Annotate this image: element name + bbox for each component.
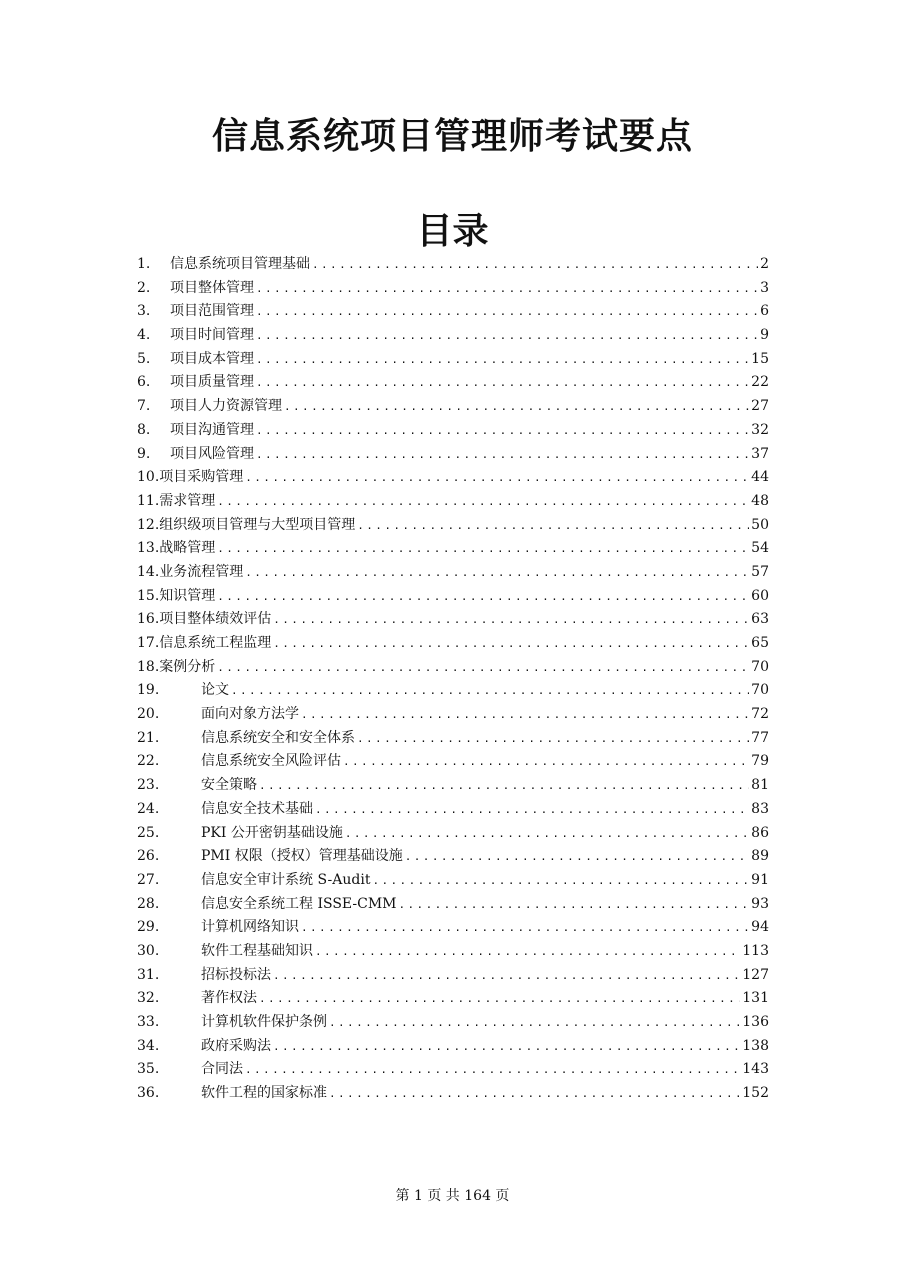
- toc-entry[interactable]: [137, 656, 769, 680]
- toc-entry-page: 54: [751, 540, 769, 557]
- toc-entry-page: 86: [751, 824, 769, 841]
- toc-dot-leader: [231, 679, 749, 703]
- toc-entry[interactable]: [137, 727, 769, 751]
- toc-entry-title: 案例分析: [159, 658, 216, 675]
- toc-entry-number: 6.: [137, 374, 151, 391]
- toc-entry-page: 70: [751, 682, 769, 699]
- toc-entry-title: 知识管理: [159, 587, 216, 604]
- toc-entry-page: 57: [751, 563, 769, 580]
- toc-entry-title: 计算机软件保护条例: [201, 1014, 327, 1030]
- toc-dot-leader: [245, 466, 749, 490]
- toc-entry-page: 63: [751, 611, 769, 628]
- toc-entry[interactable]: [137, 916, 769, 940]
- table-of-contents: [137, 253, 769, 1106]
- toc-entry-page: 143: [742, 1061, 769, 1078]
- toc-entry[interactable]: [137, 1035, 769, 1059]
- toc-entry-page: 50: [751, 516, 769, 533]
- toc-entry-title: 信息系统工程监理: [159, 635, 272, 651]
- toc-dot-leader: [273, 608, 749, 632]
- toc-dot-leader: [301, 703, 749, 727]
- toc-entry-page: 94: [751, 919, 769, 936]
- toc-entry-number: 3.: [137, 303, 151, 320]
- toc-entry[interactable]: [137, 324, 769, 348]
- toc-entry-title: 项目成本管理: [170, 350, 254, 367]
- toc-entry-page: 48: [751, 492, 769, 509]
- toc-entry-title: 项目沟通管理: [170, 421, 254, 438]
- toc-entry-page: 2: [760, 256, 769, 272]
- toc-entry-title: 信息安全审计系统 S-Audit: [201, 871, 371, 888]
- toc-entry-title: 项目范围管理: [170, 303, 254, 320]
- toc-dot-leader: [273, 964, 740, 988]
- toc-heading: 目录: [416, 210, 489, 252]
- toc-entry[interactable]: [137, 348, 769, 372]
- toc-entry-number: 26.: [137, 848, 160, 865]
- toc-entry-number: 4.: [137, 327, 151, 344]
- toc-entry-number: 9.: [137, 445, 151, 462]
- toc-entry-number: 24.: [137, 800, 160, 817]
- toc-entry-number: 8.: [137, 421, 151, 438]
- toc-dot-leader: [345, 822, 749, 846]
- toc-dot-leader: [273, 1035, 740, 1059]
- toc-entry-title: 项目质量管理: [170, 374, 254, 391]
- toc-entry-title: 信息安全技术基础: [201, 800, 313, 817]
- toc-dot-leader: [217, 537, 749, 561]
- toc-entry[interactable]: [137, 679, 769, 703]
- toc-entry-page: 127: [742, 966, 769, 983]
- toc-dot-leader: [217, 490, 749, 514]
- toc-entry-page: 152: [742, 1085, 769, 1102]
- toc-entry-title: 软件工程基础知识: [201, 942, 313, 959]
- toc-entry-number: 10.: [137, 469, 160, 486]
- toc-entry-title: 业务流程管理: [159, 563, 244, 580]
- toc-entry-number: 1.: [137, 256, 151, 272]
- toc-entry-title: 论文: [201, 682, 229, 699]
- toc-entry-number: 35.: [137, 1061, 160, 1078]
- toc-entry[interactable]: [137, 443, 769, 467]
- toc-entry[interactable]: [137, 490, 769, 514]
- toc-entry[interactable]: [137, 869, 769, 893]
- toc-entry-page: 9: [760, 327, 769, 344]
- toc-entry[interactable]: [137, 893, 769, 917]
- toc-dot-leader: [256, 277, 758, 301]
- toc-entry-number: 34.: [137, 1037, 160, 1054]
- toc-dot-leader: [343, 750, 749, 774]
- toc-entry[interactable]: [137, 1011, 769, 1035]
- toc-entry-number: 14.: [137, 563, 160, 580]
- toc-entry[interactable]: [137, 750, 769, 774]
- toc-entry-title: 项目人力资源管理: [170, 398, 282, 415]
- toc-entry-title: 安全策略: [201, 777, 257, 794]
- toc-entry-page: 89: [751, 848, 769, 865]
- toc-entry[interactable]: [137, 253, 769, 277]
- toc-entry[interactable]: [137, 1082, 769, 1106]
- toc-dot-leader: [259, 774, 749, 798]
- toc-entry-number: 11.: [137, 492, 160, 509]
- toc-entry[interactable]: [137, 964, 769, 988]
- toc-entry[interactable]: [137, 1058, 769, 1082]
- toc-dot-leader: [312, 253, 758, 277]
- toc-entry-number: 2.: [137, 279, 151, 296]
- toc-dot-leader: [329, 1082, 740, 1106]
- toc-dot-leader: [256, 348, 749, 372]
- toc-entry-number: 36.: [137, 1085, 160, 1102]
- toc-entry-title: 计算机网络知识: [201, 919, 299, 936]
- toc-entry-number: 29.: [137, 919, 160, 936]
- toc-entry-title: 信息系统项目管理基础: [170, 256, 310, 272]
- toc-entry-number: 32.: [137, 990, 160, 1007]
- toc-dot-leader: [256, 443, 749, 467]
- toc-dot-leader: [284, 395, 749, 419]
- toc-entry[interactable]: [137, 300, 769, 324]
- toc-entry-number: 28.: [137, 895, 160, 912]
- toc-entry-title: 合同法: [201, 1061, 243, 1078]
- toc-entry-page: 3: [760, 279, 769, 296]
- toc-dot-leader: [301, 916, 749, 940]
- toc-dot-leader: [315, 798, 749, 822]
- toc-entry-page: 113: [742, 942, 769, 959]
- toc-entry[interactable]: [137, 608, 769, 632]
- toc-entry-title: 政府采购法: [201, 1037, 271, 1054]
- toc-dot-leader: [315, 940, 740, 964]
- toc-entry-page: 37: [751, 445, 769, 462]
- toc-entry-page: 15: [751, 350, 769, 367]
- toc-entry-page: 6: [760, 303, 769, 320]
- toc-entry-number: 5.: [137, 350, 151, 367]
- toc-dot-leader: [217, 656, 749, 680]
- toc-entry-title: 信息系统安全和安全体系: [201, 729, 355, 746]
- toc-dot-leader: [273, 632, 749, 656]
- toc-entry-number: 33.: [137, 1014, 160, 1030]
- toc-entry-page: 22: [751, 374, 769, 391]
- toc-entry[interactable]: [137, 371, 769, 395]
- toc-entry-title: 项目风险管理: [170, 445, 254, 462]
- toc-entry-page: 136: [742, 1014, 769, 1030]
- toc-entry[interactable]: [137, 395, 769, 419]
- toc-entry[interactable]: [137, 537, 769, 561]
- toc-entry-title: 信息系统安全风险评估: [201, 753, 341, 770]
- toc-entry[interactable]: [137, 798, 769, 822]
- toc-entry[interactable]: [137, 940, 769, 964]
- toc-entry-title: 组织级项目管理与大型项目管理: [159, 516, 356, 533]
- toc-entry[interactable]: [137, 585, 769, 609]
- toc-entry-title: 面向对象方法学: [201, 706, 299, 723]
- toc-entry-page: 72: [751, 706, 769, 723]
- toc-dot-leader: [256, 419, 749, 443]
- toc-entry[interactable]: [137, 845, 769, 869]
- toc-entry-title: PKI 公开密钥基础设施: [201, 824, 343, 841]
- toc-entry[interactable]: [137, 561, 769, 585]
- toc-entry-number: 31.: [137, 966, 160, 983]
- toc-dot-leader: [329, 1011, 740, 1035]
- toc-entry-number: 25.: [137, 824, 160, 841]
- toc-entry-page: 93: [751, 895, 769, 912]
- toc-entry[interactable]: [137, 987, 769, 1011]
- toc-entry-title: 招标投标法: [201, 966, 271, 983]
- toc-entry-title: 信息安全系统工程 ISSE-CMM: [201, 895, 397, 912]
- toc-entry-title: 项目整体管理: [170, 279, 254, 296]
- toc-entry-title: 著作权法: [201, 990, 257, 1007]
- toc-entry-title: PMI 权限（授权）管理基础设施: [201, 848, 403, 865]
- toc-dot-leader: [256, 371, 749, 395]
- toc-dot-leader: [372, 869, 749, 893]
- toc-entry-page: 83: [751, 800, 769, 817]
- toc-entry-number: 30.: [137, 942, 160, 959]
- toc-dot-leader: [245, 1058, 740, 1082]
- toc-entry-page: 81: [751, 777, 769, 794]
- toc-entry-title: 项目时间管理: [170, 327, 254, 344]
- toc-entry-title: 项目整体绩效评估: [159, 611, 272, 628]
- toc-entry[interactable]: [137, 632, 769, 656]
- toc-dot-leader: [405, 845, 749, 869]
- toc-entry-page: 70: [751, 658, 769, 675]
- toc-entry-title: 需求管理: [159, 492, 216, 509]
- toc-dot-leader: [357, 727, 749, 751]
- toc-entry[interactable]: [137, 419, 769, 443]
- toc-dot-leader: [245, 561, 749, 585]
- toc-entry-number: 7.: [137, 398, 151, 415]
- toc-entry-number: 22.: [137, 753, 160, 770]
- toc-entry-number: 16.: [137, 611, 160, 628]
- toc-dot-leader: [399, 893, 750, 917]
- toc-entry-number: 12.: [137, 516, 160, 533]
- toc-entry[interactable]: [137, 822, 769, 846]
- toc-dot-leader: [256, 324, 758, 348]
- toc-entry-page: 65: [751, 635, 769, 651]
- toc-entry[interactable]: [137, 703, 769, 727]
- toc-entry-page: 27: [751, 398, 769, 415]
- toc-dot-leader: [259, 987, 740, 1011]
- document-title: 信息系统项目管理师考试要点: [211, 115, 693, 157]
- toc-entry-number: 23.: [137, 777, 160, 794]
- page-footer: 第 1 页 共 164 页: [395, 1188, 510, 1204]
- toc-dot-leader: [256, 300, 758, 324]
- toc-entry-page: 32: [751, 421, 769, 438]
- toc-entry-number: 20.: [137, 706, 160, 723]
- toc-dot-leader: [357, 514, 749, 538]
- toc-entry-number: 27.: [137, 871, 160, 888]
- toc-entry-title: 项目采购管理: [159, 469, 244, 486]
- toc-entry[interactable]: [137, 466, 769, 490]
- toc-entry-page: 131: [742, 990, 769, 1007]
- toc-entry[interactable]: [137, 514, 769, 538]
- toc-entry-page: 91: [751, 871, 769, 888]
- toc-entry-number: 19.: [137, 682, 160, 699]
- toc-entry-number: 13.: [137, 540, 160, 557]
- toc-entry-page: 60: [751, 587, 769, 604]
- toc-entry-page: 77: [751, 729, 769, 746]
- toc-entry-title: 战略管理: [159, 540, 216, 557]
- toc-entry-number: 15.: [137, 587, 160, 604]
- toc-entry-number: 21.: [137, 729, 160, 746]
- toc-entry-number: 18.: [137, 658, 160, 675]
- toc-entry-page: 44: [751, 469, 769, 486]
- toc-entry-page: 79: [751, 753, 769, 770]
- toc-entry-number: 17.: [137, 635, 160, 651]
- toc-entry[interactable]: [137, 277, 769, 301]
- toc-entry[interactable]: [137, 774, 769, 798]
- toc-entry-title: 软件工程的国家标准: [201, 1085, 327, 1102]
- toc-dot-leader: [217, 585, 749, 609]
- toc-entry-page: 138: [742, 1037, 769, 1054]
